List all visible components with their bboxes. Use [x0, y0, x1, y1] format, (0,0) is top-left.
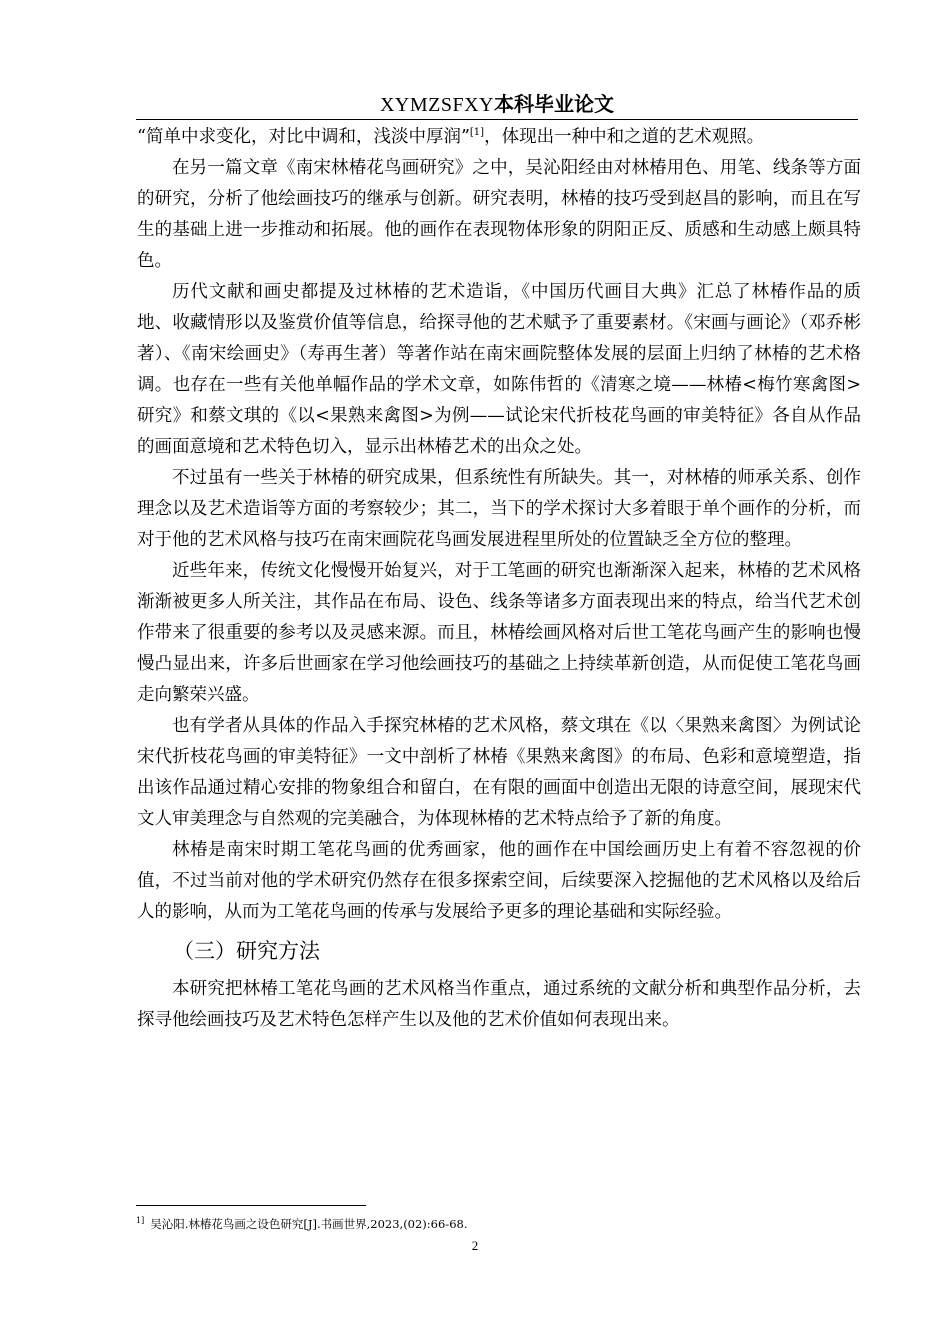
header-school-code: XYMZSFXY — [379, 94, 495, 116]
section-paragraph: 本研究把林椿工笔花鸟画的艺术风格当作重点，通过系统的文献分析和典型作品分析，去探寻他绘画技巧及艺术特色怎样产生以及他的艺术价值如何表现出来。 — [137, 979, 861, 1030]
section-heading-research-methods: （三）研究方法 — [173, 939, 320, 963]
body-paragraph-6: 也有学者从具体的作品入手探究林椿的艺术风格，蔡文琪在《以〈果熟来禽图〉为例试论宋代折枝花鸟画的审美特征》一文中剖析了林椿《果熟来禽图》的布局、色彩和意境塑造，指出该作品通过精心安排的物象组合和留白，在有限的画面中创造出无限的诗意空间，展现宋代文人审美理念与自然观的完美融合，为体现林椿的艺术特点给予了新的角度。 — [137, 716, 861, 829]
running-header — [136, 90, 858, 119]
paragraph-text: ，体现出一种中和之道的艺术观照。 — [484, 127, 765, 147]
main-body — [137, 122, 861, 1036]
citation-marker: [1] — [469, 127, 485, 139]
paragraph-text: “简单中求变化，对比中调和，浅淡中厚润” — [137, 127, 470, 147]
body-paragraph-7: 林椿是南宋时期工笔花鸟画的优秀画家，他的画作在中国绘画历史上有着不容忽视的价值，不过当前对他的学术研究仍然存在很多探索空间，后续要深入挖掘他的艺术风格以及给后人的影响，从而为工笔花鸟画的传承与发展给予更多的理论基础和实际经验。 — [137, 840, 861, 922]
body-paragraph-3: 历代文献和画史都提及过林椿的艺术造诣，《中国历代画目大典》汇总了林椿作品的质地、收藏情形以及鉴赏价值等信息，给探寻他的艺术赋予了重要素材。《宋画与画论》（邓乔彬著）、《南宋绘画史》（寿再生著）等著作站在南宋画院整体发展的层面上归纳了林椿的艺术格调。也存在一些有关他单幅作品的学术文章，如陈伟哲的《清寒之境——林椿<梅竹寒禽图>研究》和蔡文琪的《以<果熟来禽图>为例——试论宋代折枝花鸟画的审美特征》各自从作品的画面意境和艺术特色切入，显示出林椿艺术的出众之处。 — [137, 282, 861, 457]
body-paragraph-4: 不过虽有一些关于林椿的研究成果，但系统性有所缺失。其一，对林椿的师承关系、创作理念以及艺术造诣等方面的考察较少；其二，当下的学术探讨大多着眼于单个画作的分析，而对于他的艺术风格与技巧在南宋画院花鸟画发展进程里所处的位置缺乏全方位的整理。 — [137, 468, 861, 550]
header-rule — [136, 119, 858, 120]
footnote-rule — [136, 1205, 366, 1206]
body-paragraph-2: 在另一篇文章《南宋林椿花鸟画研究》之中，吴沁阳经由对林椿用色、用笔、线条等方面的研究，分析了他绘画技巧的继承与创新。研究表明，林椿的技巧受到赵昌的影响，而且在写生的基础上进一步推动和拓展。他的画作在表现物体形象的阴阳正反、质感和生动感上颇具特色。 — [137, 158, 861, 271]
footnote-text: 吴沁阳.林椿花鸟画之设色研究[J].书画世界,2023,(02):66-68. — [150, 1216, 468, 1231]
footnote-marker: 1] — [136, 1216, 145, 1225]
body-paragraph-5: 近些年来，传统文化慢慢开始复兴，对于工笔画的研究也渐渐深入起来，林椿的艺术风格渐渐被更多人所关注，其作品在布局、设色、线条等诸多方面表现出来的特点，给当代艺术创作带来了很重要的参考以及灵感来源。而且，林椿绘画风格对后世工笔花鸟画产生的影响也慢慢凸显出来，许多后世画家在学习他绘画技巧的基础之上持续革新创造，从而促使工笔花鸟画走向繁荣兴盛。 — [137, 561, 861, 705]
body-paragraph-1 — [137, 122, 861, 153]
header-thesis-type: 本科毕业论文 — [494, 92, 615, 116]
footnote — [136, 1212, 860, 1233]
page-number: 2 — [471, 1238, 479, 1253]
